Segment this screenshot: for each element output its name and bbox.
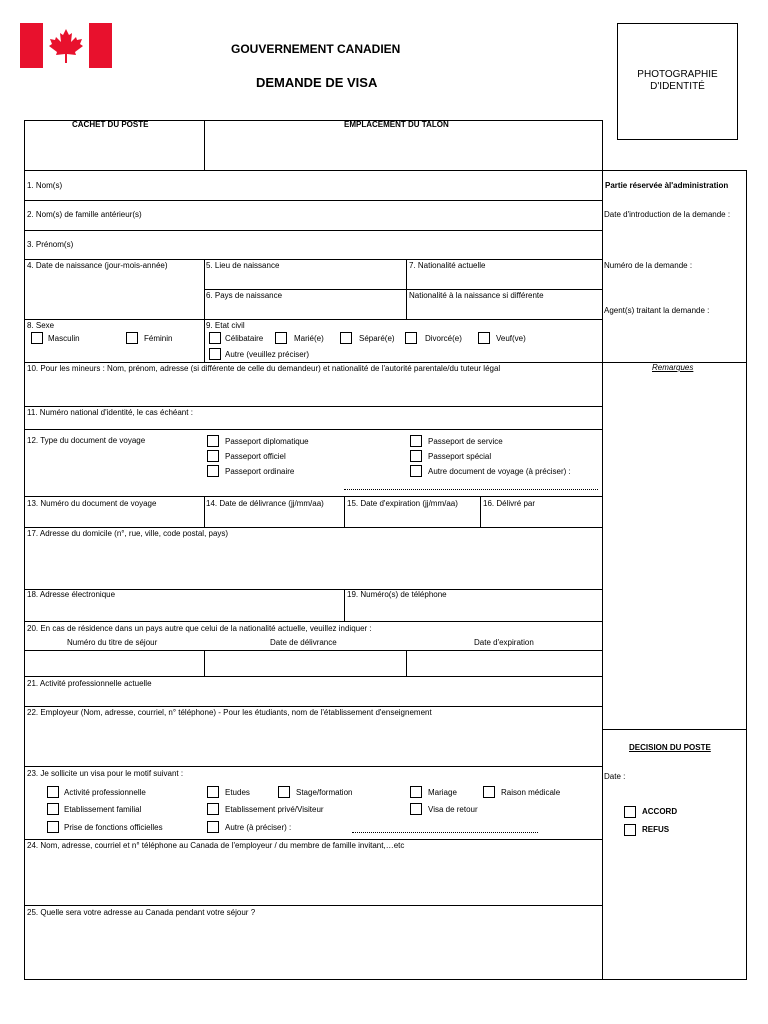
admin-numero: Numéro de la demande :: [604, 261, 693, 270]
label-passeport-officiel: Passeport officiel: [225, 452, 286, 461]
field-19-label: 19. Numéro(s) de téléphone: [347, 590, 447, 599]
checkbox-separe[interactable]: [340, 332, 352, 344]
checkbox-passeport-diplomatique[interactable]: [207, 435, 219, 447]
checkbox-stage[interactable]: [278, 786, 290, 798]
government-title: GOUVERNEMENT CANADIEN: [231, 42, 401, 56]
field-9-label: 9. Etat civil: [206, 321, 245, 330]
field-23-label: 23. Je sollicite un visa pour le motif suivant :: [27, 769, 184, 778]
checkbox-etablissement-prive[interactable]: [207, 803, 219, 815]
label-autre-etat: Autre (veuillez préciser): [225, 350, 310, 359]
field-8-label: 8. Sexe: [27, 321, 55, 330]
photo-box[interactable]: [617, 23, 738, 140]
field-18-label: 18. Adresse électronique: [27, 590, 116, 599]
label-autre-document: Autre document de voyage (à préciser) :: [428, 467, 571, 476]
checkbox-activite-professionnelle[interactable]: [47, 786, 59, 798]
autre-motif-line[interactable]: [352, 832, 538, 833]
talon-label: EMPLACEMENT DU TALON: [344, 120, 449, 129]
field-10-label: 10. Pour les mineurs : Nom, prénom, adresse (si différente de celle du demandeur) et nationalité de l'autorité parentale/du tuteur légal: [27, 364, 501, 373]
label-celibataire: Célibataire: [225, 334, 264, 343]
checkbox-mariage[interactable]: [410, 786, 422, 798]
photo-label-1: PHOTOGRAPHIE: [637, 69, 718, 80]
field-11-label: 11. Numéro national d'identité, le cas échéant :: [27, 408, 193, 417]
label-fonctions-officielles: Prise de fonctions officielles: [64, 823, 163, 832]
checkbox-passeport-ordinaire[interactable]: [207, 465, 219, 477]
label-visa-retour: Visa de retour: [428, 805, 478, 814]
field-21-label: 21. Activité professionnelle actuelle: [27, 679, 152, 688]
checkbox-marie[interactable]: [275, 332, 287, 344]
checkbox-feminin[interactable]: [126, 332, 138, 344]
label-divorce: Divorcé(e): [425, 334, 462, 343]
checkbox-masculin[interactable]: [31, 332, 43, 344]
field-20-label: 20. En cas de résidence dans un pays autre que celui de la nationalité actuelle, veuillez indiquer :: [27, 624, 372, 633]
autre-document-line[interactable]: [344, 489, 598, 490]
checkbox-divorce[interactable]: [405, 332, 417, 344]
checkbox-autre-document[interactable]: [410, 465, 422, 477]
field-25-label: 25. Quelle sera votre adresse au Canada pendant votre séjour ?: [27, 908, 256, 917]
label-stage: Stage/formation: [296, 788, 353, 797]
label-etablissement-prive: Etablissement privé/Visiteur: [225, 805, 324, 814]
checkbox-passeport-special[interactable]: [410, 450, 422, 462]
field-17-label: 17. Adresse du domicile (n°, rue, ville, code postal, pays): [27, 529, 229, 538]
checkbox-passeport-officiel[interactable]: [207, 450, 219, 462]
label-activite-professionnelle: Activité professionnelle: [64, 788, 146, 797]
label-accord: ACCORD: [642, 807, 678, 816]
field-15-label: 15. Date d'expiration (jj/mm/aa): [347, 499, 458, 508]
photo-label-2: D'IDENTITÉ: [650, 81, 705, 92]
checkbox-etablissement-familial[interactable]: [47, 803, 59, 815]
field-24-label: 24. Nom, adresse, courriel et n° téléphone au Canada de l'employeur / du membre de famille invitant,…etc: [27, 841, 405, 850]
checkbox-passeport-service[interactable]: [410, 435, 422, 447]
field-6-label: 6. Pays de naissance: [206, 291, 283, 300]
label-veuf: Veuf(ve): [496, 334, 526, 343]
label-marie: Marié(e): [294, 334, 324, 343]
field-1-label: 1. Nom(s): [27, 181, 63, 190]
checkbox-veuf[interactable]: [478, 332, 490, 344]
col-titre-sejour: Numéro du titre de séjour: [67, 638, 158, 647]
label-raison-medicale: Raison médicale: [501, 788, 561, 797]
field-12-label: 12. Type du document de voyage: [27, 436, 146, 445]
cachet-label: CACHET DU POSTE: [72, 120, 149, 129]
label-autre-motif: Autre (à préciser) :: [225, 823, 292, 832]
checkbox-raison-medicale[interactable]: [483, 786, 495, 798]
label-passeport-special: Passeport spécial: [428, 452, 492, 461]
field-7b-label: Nationalité à la naissance si différente: [409, 291, 544, 300]
label-etablissement-familial: Etablissement familial: [64, 805, 142, 814]
decision-title: DECISION DU POSTE: [629, 743, 711, 752]
checkbox-accord[interactable]: [624, 806, 636, 818]
admin-agent: Agent(s) traitant la demande :: [604, 306, 710, 315]
field-13-label: 13. Numéro du document de voyage: [27, 499, 157, 508]
label-separe: Séparé(e): [359, 334, 395, 343]
checkbox-visa-retour[interactable]: [410, 803, 422, 815]
col-date-expiration: Date d'expiration: [474, 638, 534, 647]
canada-flag: [20, 23, 112, 68]
field-16-label: 16. Délivré par: [483, 499, 536, 508]
checkbox-fonctions-officielles[interactable]: [47, 821, 59, 833]
field-2-label: 2. Nom(s) de famille antérieur(s): [27, 210, 142, 219]
label-refus: REFUS: [642, 825, 670, 834]
field-5-label: 5. Lieu de naissance: [206, 261, 280, 270]
field-14-label: 14. Date de délivrance (jj/mm/aa): [206, 499, 324, 508]
admin-title: Partie réservée àl'administration: [605, 181, 729, 190]
decision-date: Date :: [604, 772, 626, 781]
form-title: DEMANDE DE VISA: [256, 75, 378, 90]
label-etudes: Etudes: [225, 788, 250, 797]
admin-remarques: Remarques: [652, 363, 694, 372]
label-masculin: Masculin: [48, 334, 80, 343]
checkbox-autre-etat[interactable]: [209, 348, 221, 360]
field-3-label: 3. Prénom(s): [27, 240, 74, 249]
checkbox-celibataire[interactable]: [209, 332, 221, 344]
label-passeport-diplomatique: Passeport diplomatique: [225, 437, 309, 446]
field-22-label: 22. Employeur (Nom, adresse, courriel, n° téléphone) - Pour les étudiants, nom de l'établissement d'enseignement: [27, 708, 432, 717]
label-passeport-service: Passeport de service: [428, 437, 503, 446]
field-4-label: 4. Date de naissance (jour-mois-année): [27, 261, 168, 270]
col-date-delivrance: Date de délivrance: [270, 638, 337, 647]
checkbox-refus[interactable]: [624, 824, 636, 836]
field-7-label: 7. Nationalité actuelle: [409, 261, 486, 270]
checkbox-etudes[interactable]: [207, 786, 219, 798]
label-mariage: Mariage: [428, 788, 457, 797]
label-feminin: Féminin: [144, 334, 173, 343]
checkbox-autre-motif[interactable]: [207, 821, 219, 833]
admin-date-intro: Date d'introduction de la demande :: [604, 210, 731, 219]
label-passeport-ordinaire: Passeport ordinaire: [225, 467, 295, 476]
